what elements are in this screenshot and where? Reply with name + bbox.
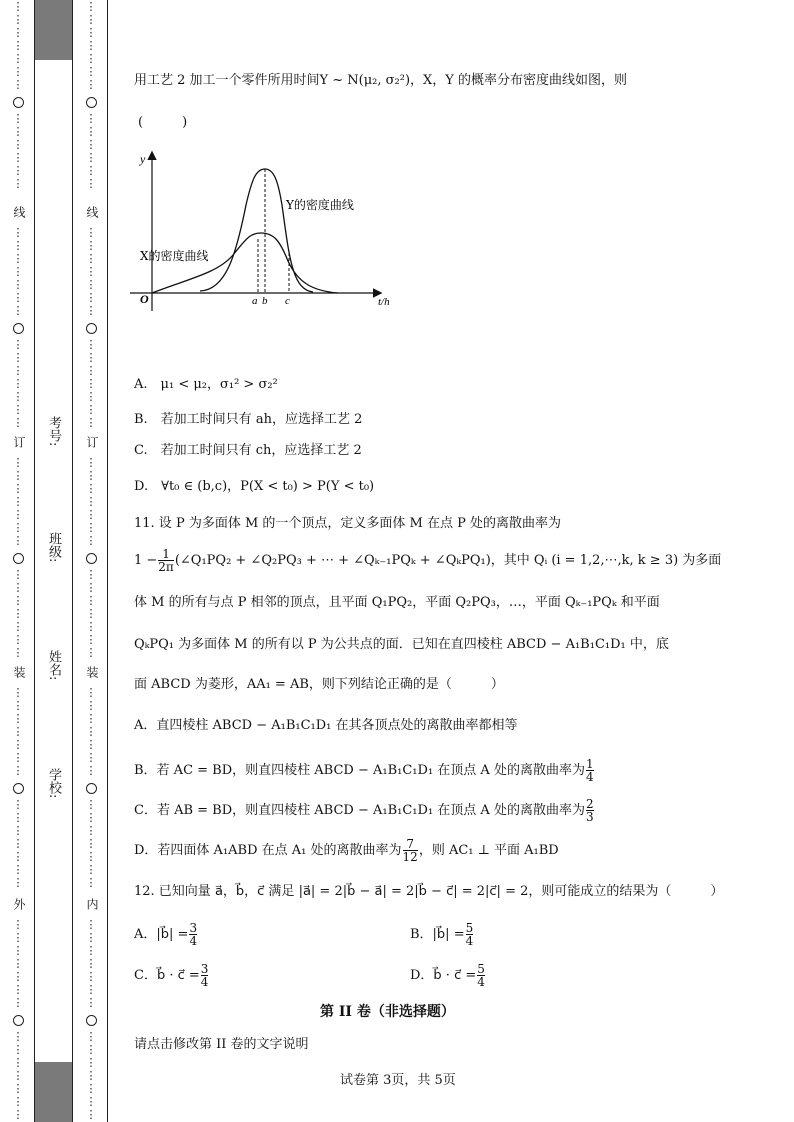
dot-leader: ⋮ ⋮ ⋮ ⋮ ⋮ ⋮ ⋮ xyxy=(12,0,24,91)
frac-num: 2 xyxy=(585,797,594,811)
binding-circle-icon xyxy=(86,323,97,334)
binding-circle-icon xyxy=(86,1015,97,1026)
q11-option-d xyxy=(134,838,559,863)
dot-leader: ⋮ ⋮ ⋮ ⋮ ⋮ ⋮ ⋮ xyxy=(12,226,24,317)
binding-circle-icon xyxy=(86,97,97,108)
q11-option-c-frac xyxy=(586,798,594,823)
frac-den: 4 xyxy=(465,934,474,948)
binding-circle-icon xyxy=(13,783,24,794)
binding-circle-icon xyxy=(13,553,24,564)
q12-option-d xyxy=(410,963,486,988)
q11-line-2-rest: (∠Q₁PQ₂ + ∠Q₂PQ₃ + ⋯ + ∠Qₖ₋₁PQₖ + ∠QₖPQ₁)，其中 Qᵢ (i = 1,2,⋯,k, k ≥ 3) 为多面 xyxy=(174,553,722,568)
q11-line-5: 面 ABCD 为菱形，AA₁ = AB，则下列结论正确的是（ ） xyxy=(134,677,504,692)
margin-line-3 xyxy=(107,0,108,1122)
frac-den: 3 xyxy=(585,810,594,824)
q12-option-d-text: D．b⃗ · c⃗ = xyxy=(410,968,477,983)
binding-char-xian: 线 xyxy=(12,206,26,218)
q12-option-c-text: C．b⃗ · c⃗ = xyxy=(134,968,200,983)
dot-leader: ⋮ ⋮ ⋮ ⋮ ⋮ ⋮ ⋮ xyxy=(85,0,97,91)
intro-line: 用工艺 2 加工一个零件所用时间Y ~ N(μ₂, σ₂²)，X，Y 的概率分布密度曲线如图，则 xyxy=(134,73,627,88)
dot-leader: ⋮ ⋮ ⋮ ⋮ ⋮ ⋮ ⋮ xyxy=(12,568,24,659)
dot-leader: ⋮ ⋮ ⋮ ⋮ ⋮ ⋮ ⋮ xyxy=(85,1030,97,1121)
binding-circle-icon xyxy=(13,323,24,334)
q11-line-2 xyxy=(134,548,721,573)
binding-char-zhuang: 装 xyxy=(85,666,99,678)
q11-lead: 1 − xyxy=(134,553,158,568)
q11-option-d-text-1: D．若四面体 A₁ABD 在点 A₁ 处的离散曲率为 xyxy=(134,843,402,858)
q11-frac-den: 2π xyxy=(158,560,174,574)
q10-option-d: D. ∀t₀ ∈ (b,c)，P(X < t₀) > P(Y < t₀) xyxy=(134,479,375,494)
frac-num: 5 xyxy=(465,921,474,935)
binding-circle-icon xyxy=(13,97,24,108)
q11-line-1: 11. 设 P 为多面体 M 的一个顶点，定义多面体 M 在点 P 处的离散曲率为 xyxy=(134,516,561,531)
binding-char-zhuang: 装 xyxy=(12,666,26,678)
q11-option-d-text-2: ，则 AC₁ ⊥ 平面 A₁BD xyxy=(418,843,559,858)
origin-label: O xyxy=(140,292,149,306)
dot-leader: ⋮ ⋮ ⋮ ⋮ ⋮ ⋮ ⋮ xyxy=(12,686,24,777)
q12-option-d-frac xyxy=(477,963,485,988)
q12-option-b xyxy=(410,922,474,947)
q10-option-a: A. μ₁ < μ₂，σ₁² > σ₂² xyxy=(134,377,278,392)
dot-leader: ⋮ ⋮ ⋮ ⋮ ⋮ ⋮ ⋮ xyxy=(12,456,24,547)
q12-stem: 12. 已知向量 a⃗，b⃗，c⃗ 满足 |a⃗| = 2|b⃗ − a⃗| = 2|b⃗ − c⃗| = 2|c⃗| = 2，则可能成立的结果为（ ） xyxy=(134,884,724,899)
q10-option-b: B. 若加工时间只有 ah，应选择工艺 2 xyxy=(134,412,363,427)
frac-num: 3 xyxy=(200,962,209,976)
margin-line-2 xyxy=(72,0,73,1122)
page-footer: 试卷第 3页，共 5页 xyxy=(340,1073,456,1088)
dot-leader: ⋮ ⋮ ⋮ ⋮ ⋮ ⋮ ⋮ xyxy=(85,798,97,889)
binding-char-xian: 线 xyxy=(85,206,99,218)
gray-block-bottom xyxy=(34,1062,72,1122)
dot-leader: ⋮ ⋮ ⋮ ⋮ ⋮ ⋮ ⋮ xyxy=(12,338,24,429)
intro-paren: ( ) xyxy=(138,115,188,130)
tick-c: c xyxy=(285,295,290,307)
binding-circle-icon xyxy=(13,1015,24,1026)
binding-char-ding: 订 xyxy=(12,436,26,448)
q11-option-d-frac xyxy=(403,838,418,863)
frac-den: 4 xyxy=(200,975,209,989)
dot-leader: ⋮ ⋮ ⋮ ⋮ ⋮ ⋮ ⋮ xyxy=(85,568,97,659)
x-axis-label: t/h xyxy=(378,296,390,308)
q12-option-b-frac xyxy=(466,922,474,947)
q11-line-3: 体 M 的所有与点 P 相邻的顶点，且平面 Q₁PQ₂，平面 Q₂PQ₃，…，平面 Qₖ₋₁PQₖ 和平面 xyxy=(134,595,660,610)
frac-den: 12 xyxy=(402,850,418,864)
q12-option-a-frac xyxy=(189,922,197,947)
q11-option-c-text: C．若 AB = BD，则直四棱柱 ABCD − A₁B₁C₁D₁ 在顶点 A 处的离散曲率为 xyxy=(134,803,585,818)
dot-leader: ⋮ ⋮ ⋮ ⋮ ⋮ ⋮ ⋮ xyxy=(85,456,97,547)
dot-leader: ⋮ ⋮ ⋮ ⋮ ⋮ ⋮ ⋮ xyxy=(85,918,97,1009)
binding-circle-icon xyxy=(86,553,97,564)
section-title: 第 II 卷（非选择题） xyxy=(320,1004,455,1020)
q12-option-a xyxy=(134,922,198,947)
dot-leader: ⋮ ⋮ ⋮ ⋮ ⋮ ⋮ ⋮ xyxy=(85,226,97,317)
y-curve-label: Y的密度曲线 xyxy=(286,198,354,212)
frac-num: 5 xyxy=(477,962,485,976)
dot-leader: ⋮ ⋮ ⋮ ⋮ ⋮ ⋮ ⋮ xyxy=(12,1030,24,1121)
y-axis-label: y xyxy=(140,152,146,166)
x-curve-label: X的密度曲线 xyxy=(140,249,209,263)
q12-option-b-text: B．|b⃗| = xyxy=(410,927,465,942)
q11-option-b-frac xyxy=(586,758,594,783)
binding-char-nei: 内 xyxy=(85,898,99,910)
q11-frac-num: 1 xyxy=(162,547,170,561)
q11-option-b-text: B．若 AC = BD，则直四棱柱 ABCD − A₁B₁C₁D₁ 在顶点 A 处的离散曲率为 xyxy=(134,763,585,778)
frac-den: 4 xyxy=(477,975,485,989)
frac-den: 4 xyxy=(585,770,594,784)
dot-leader: ⋮ ⋮ ⋮ ⋮ ⋮ ⋮ xyxy=(85,112,97,190)
density-figure xyxy=(128,145,398,315)
q12-option-a-text: A．|b⃗| = xyxy=(134,927,189,942)
frac-den: 4 xyxy=(189,934,198,948)
section-note: 请点击修改第 II 卷的文字说明 xyxy=(134,1037,309,1052)
dot-leader: ⋮ ⋮ ⋮ ⋮ ⋮ ⋮ ⋮ xyxy=(12,798,24,889)
frac-num: 3 xyxy=(189,921,198,935)
q11-line-4: QₖPQ₁ 为多面体 M 的所有以 P 为公共点的面．已知在直四棱柱 ABCD − A₁B₁C₁D₁ 中，底 xyxy=(134,637,669,652)
field-banji: 班级: xyxy=(46,532,61,563)
q12-option-c xyxy=(134,963,209,988)
tick-a: a xyxy=(252,295,258,307)
x-density-curve xyxy=(152,233,338,293)
q11-option-c xyxy=(134,798,595,823)
dot-leader: ⋮ ⋮ ⋮ ⋮ ⋮ ⋮ ⋮ xyxy=(85,338,97,429)
margin-line-1 xyxy=(34,0,35,1122)
field-xuexiao: 学校: xyxy=(46,768,61,799)
q12-option-c-frac xyxy=(201,963,209,988)
binding-char-wai: 外 xyxy=(12,898,26,910)
field-xingming: 姓名: xyxy=(46,650,61,681)
tick-b: b xyxy=(262,295,268,307)
field-kaohao: 考号: xyxy=(46,416,61,447)
q11-fraction xyxy=(158,548,174,573)
dot-leader: ⋮ ⋮ ⋮ ⋮ ⋮ ⋮ ⋮ xyxy=(12,918,24,1009)
binding-circle-icon xyxy=(86,783,97,794)
dot-leader: ⋮ ⋮ ⋮ ⋮ ⋮ ⋮ xyxy=(12,112,24,190)
gray-block-top xyxy=(34,0,72,60)
frac-num: 1 xyxy=(585,757,594,771)
frac-num: 7 xyxy=(406,837,414,851)
q11-option-b xyxy=(134,758,595,783)
q11-option-a: A．直四棱柱 ABCD − A₁B₁C₁D₁ 在其各顶点处的离散曲率都相等 xyxy=(134,718,518,733)
q10-option-c: C. 若加工时间只有 ch，应选择工艺 2 xyxy=(134,443,362,458)
dot-leader: ⋮ ⋮ ⋮ ⋮ ⋮ ⋮ ⋮ xyxy=(85,686,97,777)
binding-char-ding: 订 xyxy=(85,436,99,448)
